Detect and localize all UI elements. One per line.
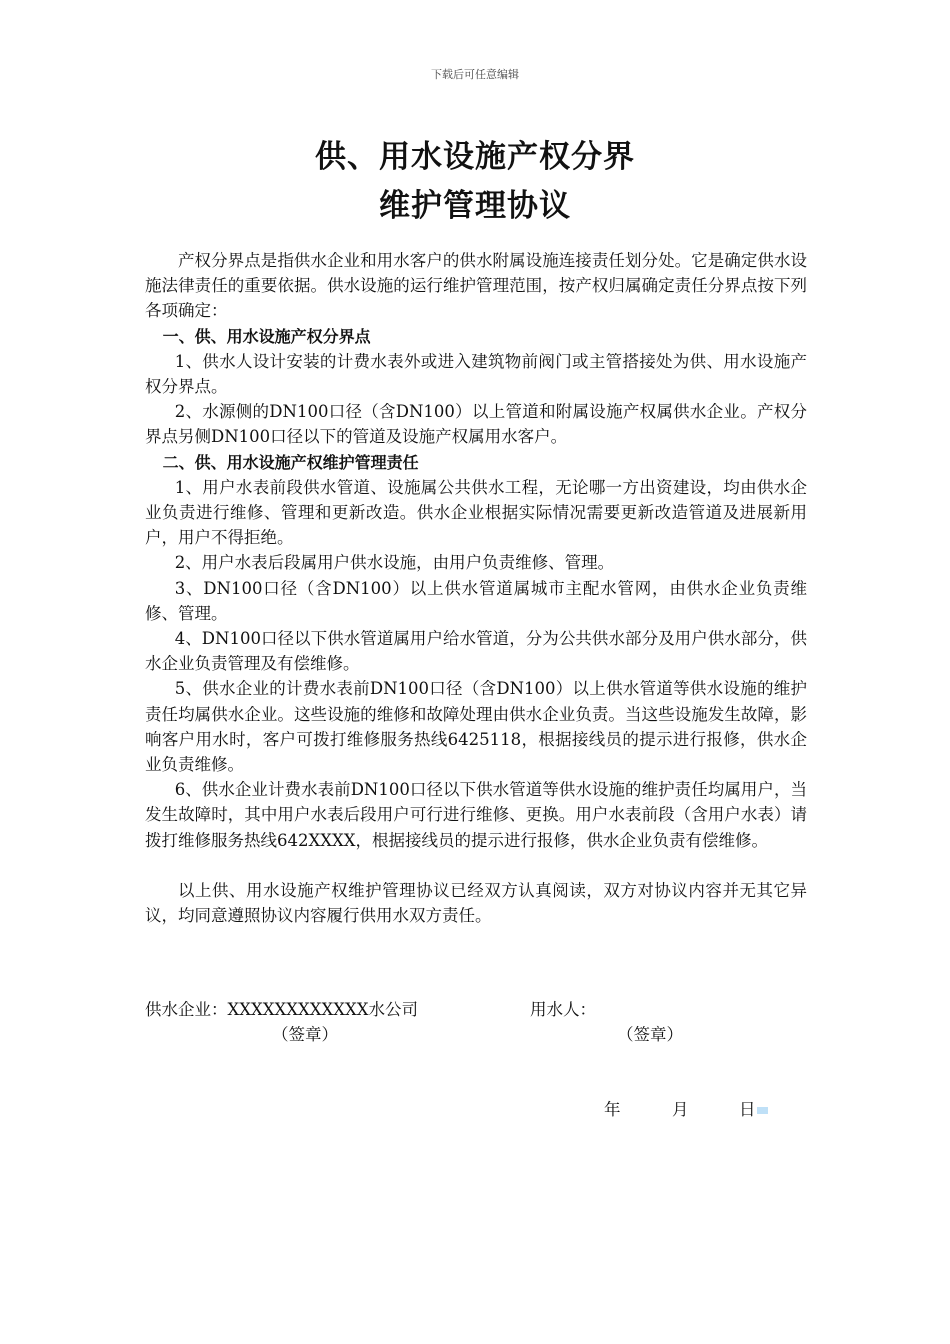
agreement-body: [145, 248, 807, 928]
date-year-label: 年: [604, 1100, 621, 1119]
supplier-signature-line: 供水企业：XXXXXXXXXXXX水公司: [145, 1000, 418, 1019]
text-cursor-marker: [757, 1107, 768, 1114]
date-month-label: 月: [672, 1100, 689, 1119]
section2-item2: 2、用户水表后段属用户供水设施，由用户负责维修、管理。: [174, 553, 615, 573]
date-day-label: 日: [739, 1100, 756, 1119]
paragraph-spacer: [145, 853, 807, 878]
supplier-seal-label: （签章）: [272, 1025, 338, 1044]
section-heading-2: 二、供、用水设施产权维护管理责任: [162, 452, 419, 472]
document-title-line2: 维护管理协议: [379, 188, 571, 224]
section1-item1: 1、供水人设计安装的计费水表外或进入建筑物前阀门或主管搭接处为供、用水设施产权分界点。: [145, 351, 807, 397]
section2-item1: 1、用户水表前段供水管道、设施属公共供水工程，无论哪一方出资建设，均由供水企业负责进行维修、管理和更新改造。供水企业根据实际情况需要更新改造管道及进展新用户，用户不得拒绝。: [145, 477, 807, 548]
closing-paragraph: 以上供、用水设施产权维护管理协议已经双方认真阅读，双方对协议内容并无其它异议，均同意遵照协议内容履行供用水双方责任。: [145, 880, 807, 926]
user-signature-line: 用水人：: [530, 1000, 596, 1019]
page-header-note: 下载后可任意编辑: [431, 68, 519, 81]
user-seal-label: （签章）: [617, 1025, 683, 1044]
section2-item4: 4、DN100口径以下供水管道属用户给水管道，分为公共供水部分及用户供水部分，供水企业负责管理及有偿维修。: [145, 629, 807, 674]
intro-paragraph: 产权分界点是指供水企业和用水客户的供水附属设施连接责任划分处。它是确定供水设施法律责任的重要依据。供水设施的运行维护管理范围，按产权归属确定责任分界点按下列各项确定：: [145, 251, 807, 321]
section2-item3: 3、DN100口径（含DN100）以上供水管道属城市主配水管网，由供水企业负责维修、管理。: [145, 578, 807, 623]
section2-item6: 6、供水企业计费水表前DN100口径以下供水管道等供水设施的维护责任均属用户，当发生故障时，其中用户水表后段用户可行进行维修、更换。用户水表前段（含用户水表）请拨打维修服务热线642XXXX，根据接线员的提示进行报修，供水企业负责有偿维修。: [145, 780, 807, 850]
section2-item5: 5、供水企业的计费水表前DN100口径（含DN100）以上供水管道等供水设施的维护责任均属供水企业。这些设施的维修和故障处理由供水企业负责。当这些设施发生故障，影响客户用水时，客户可拨打维修服务热线6425118，根据接线员的提示进行报修，供水企业负责维修。: [145, 679, 807, 775]
section-heading-1: 一、供、用水设施产权分界点: [162, 326, 371, 346]
section1-item2: 2、水源侧的DN100口径（含DN100）以上管道和附属设施产权属供水企业。产权分界点另侧DN100口径以下的管道及设施产权属用水客户。: [145, 402, 807, 447]
document-title-line1: 供、用水设施产权分界: [315, 139, 635, 175]
